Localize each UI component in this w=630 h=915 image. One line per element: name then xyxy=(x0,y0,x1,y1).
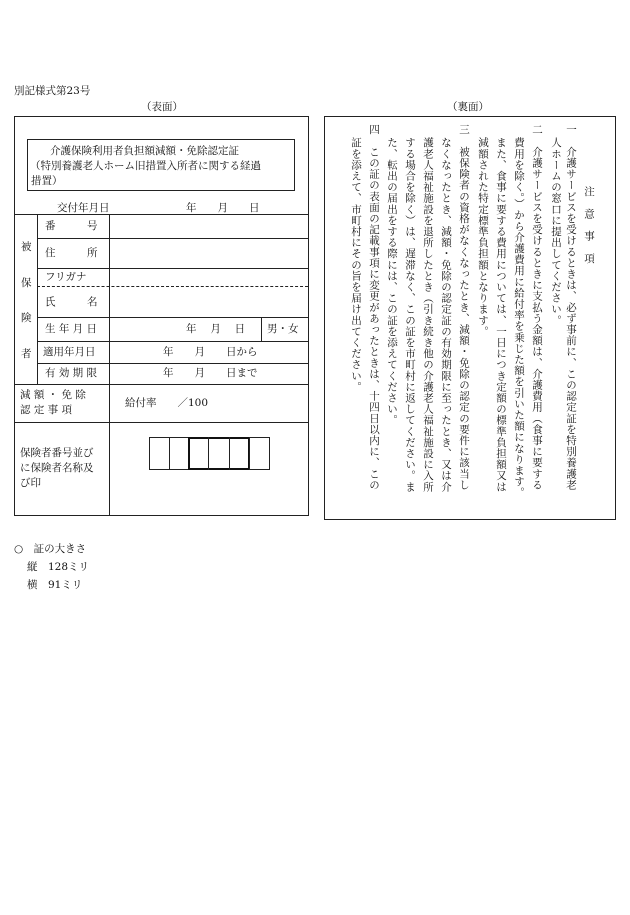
rule xyxy=(37,268,308,269)
birth-label: 生 年 月 日 xyxy=(45,323,98,335)
rule-v xyxy=(109,422,110,515)
front-heading: （表面） xyxy=(141,101,183,113)
rule xyxy=(37,341,308,342)
insured-label-char: 保 xyxy=(21,277,32,289)
rule xyxy=(37,363,308,364)
rule-v xyxy=(208,437,209,470)
reduction-label-line-2: 認 定 事 項 xyxy=(20,404,73,416)
title-line-2: （特別養護老人ホーム旧措置入所者に関する経過 xyxy=(30,160,261,172)
furigana-label: フリガナ xyxy=(45,271,87,283)
note-column-13: 証を添えて、市町村にその旨を届け出てください。 xyxy=(350,137,362,393)
note-column-7: 三 被保険者の資格がなくなったとき、減額・免除の認定の要件に該当し xyxy=(458,124,470,491)
apply-date-value: 年 月 日から xyxy=(163,346,258,358)
gender-field: 男・女 xyxy=(267,323,299,335)
rule xyxy=(15,384,308,385)
insurer-number-digit-box xyxy=(249,437,270,470)
rule xyxy=(15,422,308,423)
note-column-10: する場合を除く）は、遅滞なく、この証を市町村に返してください。ま xyxy=(404,137,416,493)
rule-dashed xyxy=(37,286,308,287)
note-column-4: 費用を除く。）から介護費用に給付率を乗じた額を引いた額になります。 xyxy=(513,137,525,499)
apply-date-label: 適用年月日 xyxy=(43,346,96,358)
insurer-number-digit-box xyxy=(149,437,170,470)
size-note-heading: ○ 証の大きさ xyxy=(14,543,87,555)
rule-v xyxy=(37,214,38,384)
insured-label-char: 険 xyxy=(21,312,32,324)
reduction-label-line-1: 減 額 ・ 免 除 xyxy=(20,389,86,401)
valid-until-value: 年 月 日まで xyxy=(163,367,258,379)
title-line-1: 介護保険利用者負担額減額・免除認定証 xyxy=(50,145,239,157)
insurer-number-digit-group xyxy=(188,437,250,470)
insured-label-char: 者 xyxy=(21,348,32,360)
notes-title: 注 意 事 項 xyxy=(583,186,595,264)
insurer-label-line-2: に保険者名称及 xyxy=(20,462,94,474)
form-id: 別記様式第23号 xyxy=(14,85,91,97)
note-column-12: 四 この証の表面の記載事項に変更があったときは、十四日以内に、この xyxy=(368,124,380,491)
size-note-height: 縦 128ミリ xyxy=(27,561,90,573)
valid-until-label: 有 効 期 限 xyxy=(45,367,98,379)
rule xyxy=(37,238,308,239)
insurer-label-line-3: び印 xyxy=(20,477,41,489)
number-label: 番 号 xyxy=(45,220,98,232)
title-line-3: 措置） xyxy=(31,175,63,187)
rule-v xyxy=(261,317,262,341)
note-column-8: なくなったとき、減額・免除の認定証の有効期限に至ったとき、又は介 xyxy=(440,137,452,493)
issue-date-value: 年 月 日 xyxy=(186,202,260,214)
rule-v xyxy=(109,214,110,422)
insurer-number-digit-box xyxy=(169,437,189,470)
address-label: 住 所 xyxy=(45,247,98,259)
note-column-9: 護老人福祉施設を退所したとき（引き続き他の介護老人福祉施設に入所 xyxy=(422,137,434,493)
note-column-6: 減額された特定標準負担額となります。 xyxy=(477,137,489,337)
rule-v xyxy=(229,437,230,470)
issue-date-label: 交付年月日 xyxy=(57,202,110,214)
name-label: 氏 名 xyxy=(45,296,98,308)
rule xyxy=(37,317,308,318)
note-column-2: 人ホームの窓口に提出してください。 xyxy=(550,137,562,326)
note-column-1: 一 介護サービスを受けるときは、必ず事前に、この認定証を特別養護老 xyxy=(565,124,577,491)
size-note-width: 横 91ミリ xyxy=(27,579,83,591)
insured-label-char: 被 xyxy=(21,241,32,253)
note-column-11: た、転出の届出をする際には、この証を添えてください。 xyxy=(386,137,398,426)
certificate-title-box xyxy=(27,139,295,191)
note-column-5: また、食事に要する費用については、一日につき定額の標準負担額又は xyxy=(495,137,507,493)
back-heading: （裏面） xyxy=(447,101,489,113)
benefit-rate: 給付率 ／100 xyxy=(125,397,209,409)
note-column-3: 二 介護サービスを受けるときに支払う金額は、介護費用（食事に要する xyxy=(531,124,543,491)
insurer-label-line-1: 保険者番号並び xyxy=(20,447,94,459)
birth-value: 年 月 日 xyxy=(186,323,246,335)
rule xyxy=(15,214,308,215)
